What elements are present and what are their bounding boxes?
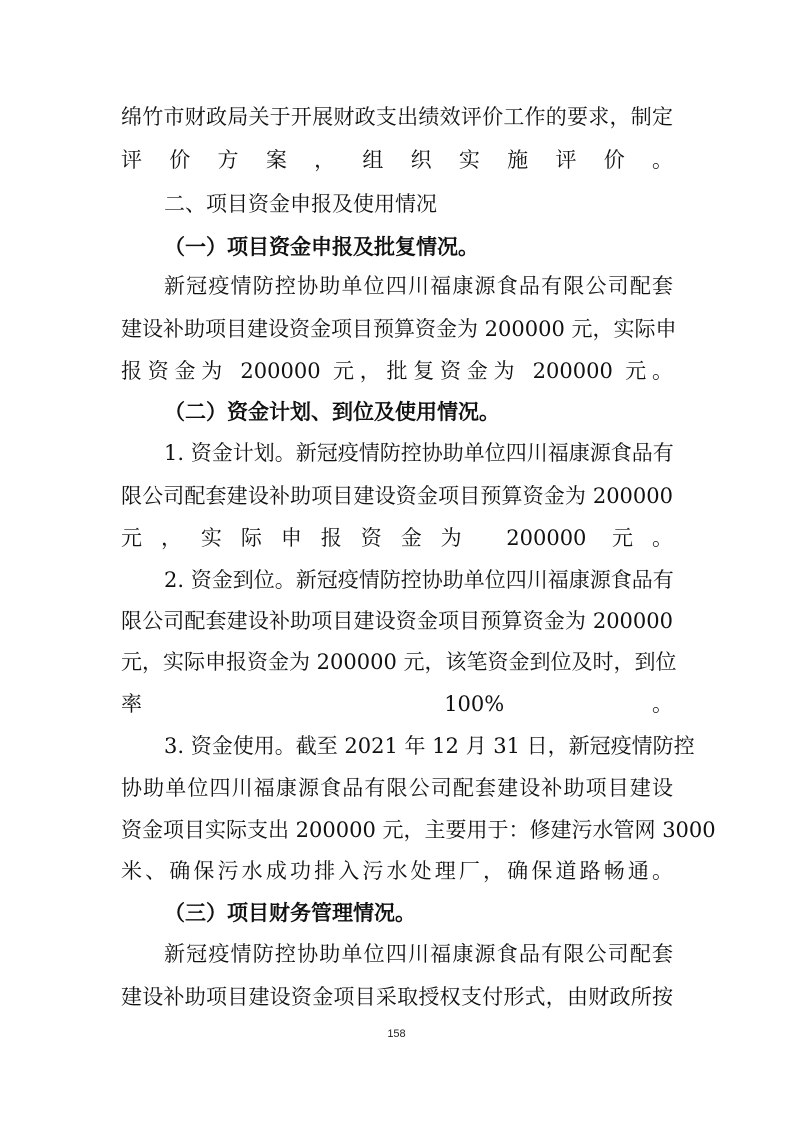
- paragraph-line: 评价方案，组织实施评价。: [121, 148, 673, 172]
- paragraph-line: 率 100%。: [121, 692, 673, 716]
- paragraph-line: 资金项目实际支出 200000 元，主要用于：修建污水管网 3000: [121, 818, 716, 842]
- subsection-heading: （二）资金计划、到位及使用情况。: [164, 399, 500, 424]
- paragraph-line: 限公司配套建设补助项目建设资金项目预算资金为 200000: [121, 609, 673, 633]
- section-heading: 二、项目资金申报及使用情况: [164, 192, 437, 216]
- paragraph-line: 米、确保污水成功排入污水处理厂，确保道路畅通。: [121, 859, 673, 883]
- paragraph-line: 报资金为 200000 元，批复资金为 200000 元。: [121, 359, 673, 383]
- paragraph-line: 新冠疫情防控协助单位四川福康源食品有限公司配套: [164, 942, 673, 966]
- paragraph-line: 协助单位四川福康源食品有限公司配套建设补助项目建设: [121, 776, 673, 800]
- paragraph-line: 2. 资金到位。新冠疫情防控协助单位四川福康源食品有: [164, 568, 674, 592]
- paragraph-line: 建设补助项目建设资金项目预算资金为 200000 元，实际申: [121, 317, 677, 341]
- paragraph-line: 新冠疫情防控协助单位四川福康源食品有限公司配套: [164, 274, 673, 298]
- paragraph-line: 元，实际申报资金为 200000 元，该笔资金到位及时，到位: [121, 650, 677, 674]
- paragraph-line: 限公司配套建设补助项目建设资金项目预算资金为 200000: [121, 484, 673, 508]
- page-number: 158: [387, 1028, 406, 1040]
- paragraph-line: 建设补助项目建设资金项目采取授权支付形式，由财政所按: [121, 985, 673, 1009]
- paragraph-line: 元，实际申报资金为 200000 元。: [121, 526, 673, 550]
- paragraph-line: 1. 资金计划。新冠疫情防控协助单位四川福康源食品有: [164, 441, 674, 465]
- subsection-heading: （三）项目财务管理情况。: [164, 900, 416, 925]
- paragraph-line: 3. 资金使用。截至 2021 年 12 月 31 日，新冠疫情防控: [164, 734, 695, 758]
- subsection-heading: （一）项目资金申报及批复情况。: [164, 234, 479, 259]
- paragraph-line: 绵竹市财政局关于开展财政支出绩效评价工作的要求，制定: [121, 105, 673, 129]
